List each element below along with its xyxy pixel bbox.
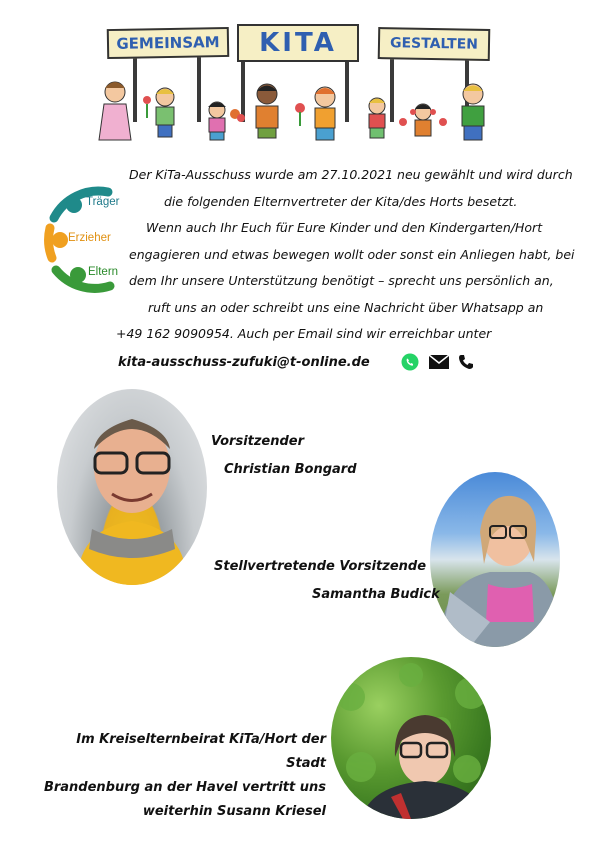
intro-line-7: +49 162 9090954. Auch per Email sind wir erreichbar unter (116, 326, 492, 341)
intro-line-5: dem Ihr unsere Unterstützung benötigt – sprecht uns persönlich an, (129, 273, 554, 288)
contact-icons (401, 353, 481, 373)
logo (38, 178, 128, 298)
photo-susann-kriesel (331, 657, 491, 819)
child-figure-6 (369, 98, 385, 138)
whatsapp-icon[interactable] (401, 353, 419, 371)
intro-line-1: Der KiTa-Ausschuss wurde am 27.10.2021 neu gewählt und wird durch (129, 167, 573, 182)
vice-role: Stellvertretende Vorsitzende (214, 559, 427, 574)
child-figure-7 (410, 104, 436, 136)
logo-text-traeger: Träger (86, 196, 120, 208)
child-figure-8 (462, 84, 484, 140)
email-address[interactable]: kita-ausschuss-zufuki@t-online.de (118, 355, 370, 370)
banner-sign-right: GESTALTEN (378, 27, 491, 61)
photo-samantha-budick (430, 472, 560, 647)
intro-line-3: Wenn auch Ihr Euch für Eure Kinder und den Kindergarten/Hort (146, 220, 543, 235)
intro-paragraph (116, 162, 575, 348)
banner-sign-left: GEMEINSAM (107, 27, 230, 59)
intro-line-2: die folgenden Elternvertreter der Kita/des Horts besetzt. (164, 193, 518, 209)
children-figures (95, 22, 495, 152)
child-figure-3 (208, 102, 226, 140)
logo-text-erzieher: Erzieher (68, 232, 111, 244)
child-figure-2 (156, 88, 174, 137)
child-figure-1 (99, 82, 131, 140)
district-line-3: weiterhin Susann Kriesel (142, 804, 326, 819)
child-figure-5 (315, 87, 335, 140)
logo-text-eltern: Eltern (88, 266, 119, 278)
flower-2 (230, 109, 245, 122)
phone-icon[interactable] (458, 354, 474, 370)
chair-role: Vorsitzender (211, 434, 305, 449)
mail-icon[interactable] (429, 355, 449, 369)
intro-line-4: engagieren und etwas bewegen wollt oder sonst ein Anliegen habt, bei (129, 246, 575, 262)
banner-illustration (95, 22, 495, 152)
district-line-1: Im Kreiselternbeirat KiTa/Hort der Stadt (76, 732, 326, 771)
chair-name: Christian Bongard (224, 462, 357, 477)
vice-name: Samantha Budick (312, 587, 440, 602)
photo-christian-bongard (57, 389, 207, 585)
flower-1 (143, 96, 151, 118)
district-text (40, 728, 326, 824)
intro-line-6: ruft uns an oder schreibt uns eine Nachricht über Whatsapp an (148, 299, 544, 315)
district-line-2: Brandenburg an der Havel vertritt uns (43, 780, 326, 795)
banner-sign-center: KITA (237, 24, 359, 62)
flower-3 (295, 103, 305, 126)
child-figure-4 (256, 84, 278, 138)
